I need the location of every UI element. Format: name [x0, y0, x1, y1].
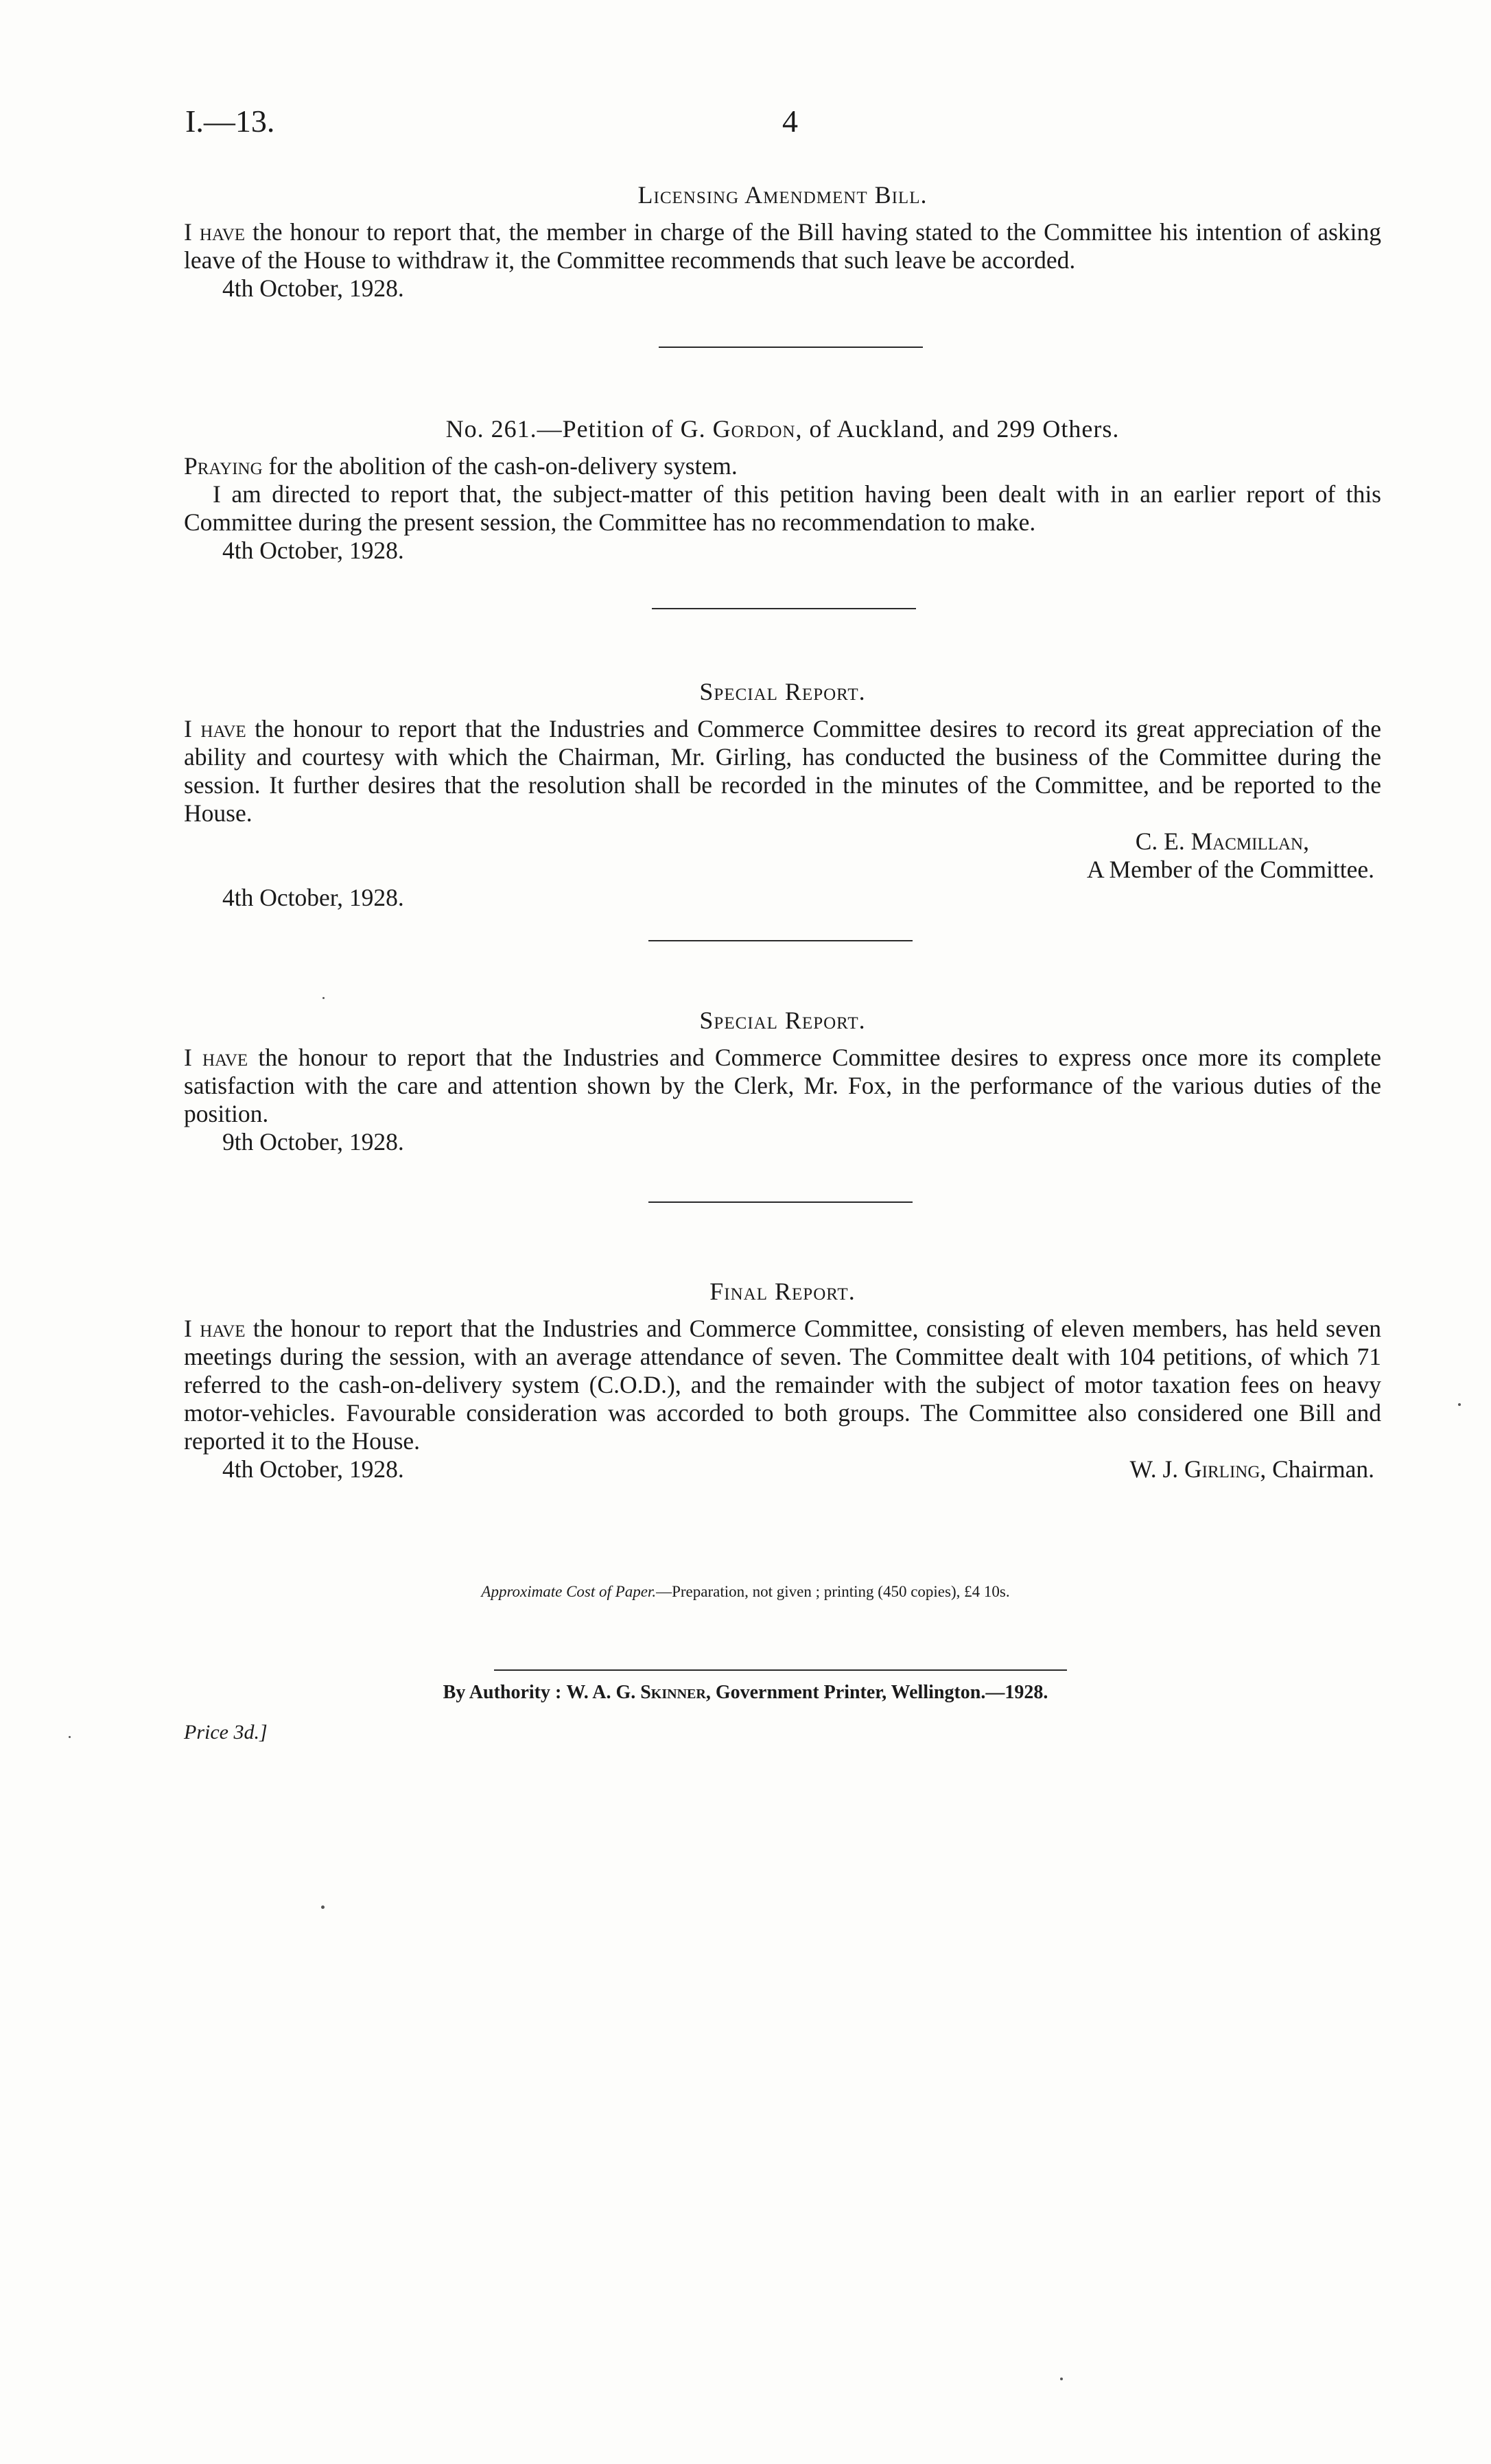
divider-rule: [659, 347, 923, 348]
scan-speck: [1458, 1403, 1461, 1406]
authority-name: W. A. G. Skinner: [566, 1682, 706, 1703]
licensing-date: 4th October, 1928.: [222, 274, 404, 302]
special-report-1-section: [184, 677, 1381, 912]
final-report-section: [184, 1276, 1381, 1483]
licensing-text: the honour to report that, the member in charge of the Bill having stated to the Committee his intention of asking leave of the House to withdraw it, the Committee recommends that such leave be accorded.: [184, 218, 1381, 274]
authority-suffix: , Government Printer, Wellington.—1928.: [705, 1682, 1048, 1703]
scan-speck: [322, 997, 325, 999]
licensing-lead: I have: [184, 218, 246, 246]
authority-prefix: By Authority :: [443, 1682, 567, 1703]
final-text: the honour to report that the Industries and Commerce Committee, consisting of eleven members, has held seven meetings during the session, with an average attendance of seven. The Committee dealt with 104 petitions, of which 71 referred to the cash-on-delivery system (C.O.D.), and the remainder with the subject of motor taxation fees on heavy motor-vehicles. Favourable consideration was accorded to both groups. The Committee also considered one Bill and reported it to the House.: [184, 1315, 1381, 1455]
scan-speck: [321, 1905, 325, 1909]
petition-title-prefix: No. 261.—Petition of G.: [445, 415, 713, 443]
price-label: Price 3d.]: [184, 1721, 268, 1744]
petition-date: 4th October, 1928.: [222, 537, 404, 564]
special-1-text: the honour to report that the Industries and Commerce Committee desires to record its great appreciation of the ability and courtesy with which the Chairman, Mr. Girling, has conducted the business of the Committee during the session. It further desires that the resolution shall be recorded in the minutes of the Committee, and be reported to the House.: [184, 715, 1381, 827]
cost-label: Approximate Cost of Paper.: [481, 1583, 657, 1600]
authority-rule: [494, 1669, 1067, 1671]
licensing-amendment-section: [184, 180, 1381, 303]
petition-title-name: Gordon: [712, 415, 796, 443]
praying-lead: Praying: [184, 452, 263, 480]
page-number: 4: [782, 104, 798, 139]
special-report-2-section: [184, 1005, 1381, 1156]
final-date: 4th October, 1928.: [222, 1455, 404, 1483]
special-report-1-title: Special Report.: [699, 678, 866, 705]
final-date-row: [184, 1455, 1381, 1483]
divider-rule: [652, 608, 916, 609]
printer-authority: [0, 1682, 1491, 1704]
signatory-name: C. E. Macmillan,: [1135, 828, 1309, 855]
final-lead: I have: [184, 1315, 246, 1342]
special-report-2-body: [184, 1044, 1381, 1128]
petition-title-suffix: , of Auckland, and 299 Others.: [795, 415, 1120, 443]
scan-speck: [1060, 2378, 1063, 2380]
final-report-title: Final Report.: [709, 1278, 856, 1305]
special-2-lead: I have: [184, 1044, 248, 1071]
divider-rule: [648, 940, 913, 941]
special-report-2-title: Special Report.: [699, 1007, 866, 1034]
special-2-date: 9th October, 1928.: [222, 1128, 404, 1155]
special-1-lead: I have: [184, 715, 246, 742]
special-1-date: 4th October, 1928.: [222, 884, 404, 911]
final-report-body: [184, 1315, 1381, 1455]
licensing-amendment-title: Licensing Amendment Bill.: [637, 181, 928, 209]
scan-speck: [69, 1736, 71, 1738]
divider-rule: [648, 1201, 913, 1203]
licensing-amendment-body: [184, 218, 1381, 274]
special-report-1-body: [184, 715, 1381, 828]
petition-praying: [184, 452, 1381, 480]
final-signatory-name: W. J. Girling: [1129, 1455, 1260, 1483]
petition-title: [184, 414, 1381, 444]
cost-text: —Preparation, not given ; printing (450 copies), £4 10s.: [656, 1583, 1010, 1600]
special-1-signatory: [184, 828, 1381, 856]
paper-reference: I.—13.: [185, 104, 275, 139]
special-2-text: the honour to report that the Industries and Commerce Committee desires to express once more its complete satisfaction with the care and attention shown by the Clerk, Mr. Fox, in the performance of the various duties of the position.: [184, 1044, 1381, 1127]
petition-body: I am directed to report that, the subject-matter of this petition having been dealt with in an earlier report of this Committee during the present session, the Committee has no recommendation to make.: [184, 480, 1381, 536]
cost-of-paper-note: [0, 1583, 1491, 1601]
final-signatory-role: , Chairman.: [1260, 1455, 1374, 1483]
petition-section: [184, 414, 1381, 565]
final-signatory: [1129, 1455, 1381, 1483]
special-1-signatory-role: A Member of the Committee.: [1086, 856, 1374, 883]
praying-text: for the abolition of the cash-on-delivery system.: [262, 452, 738, 480]
